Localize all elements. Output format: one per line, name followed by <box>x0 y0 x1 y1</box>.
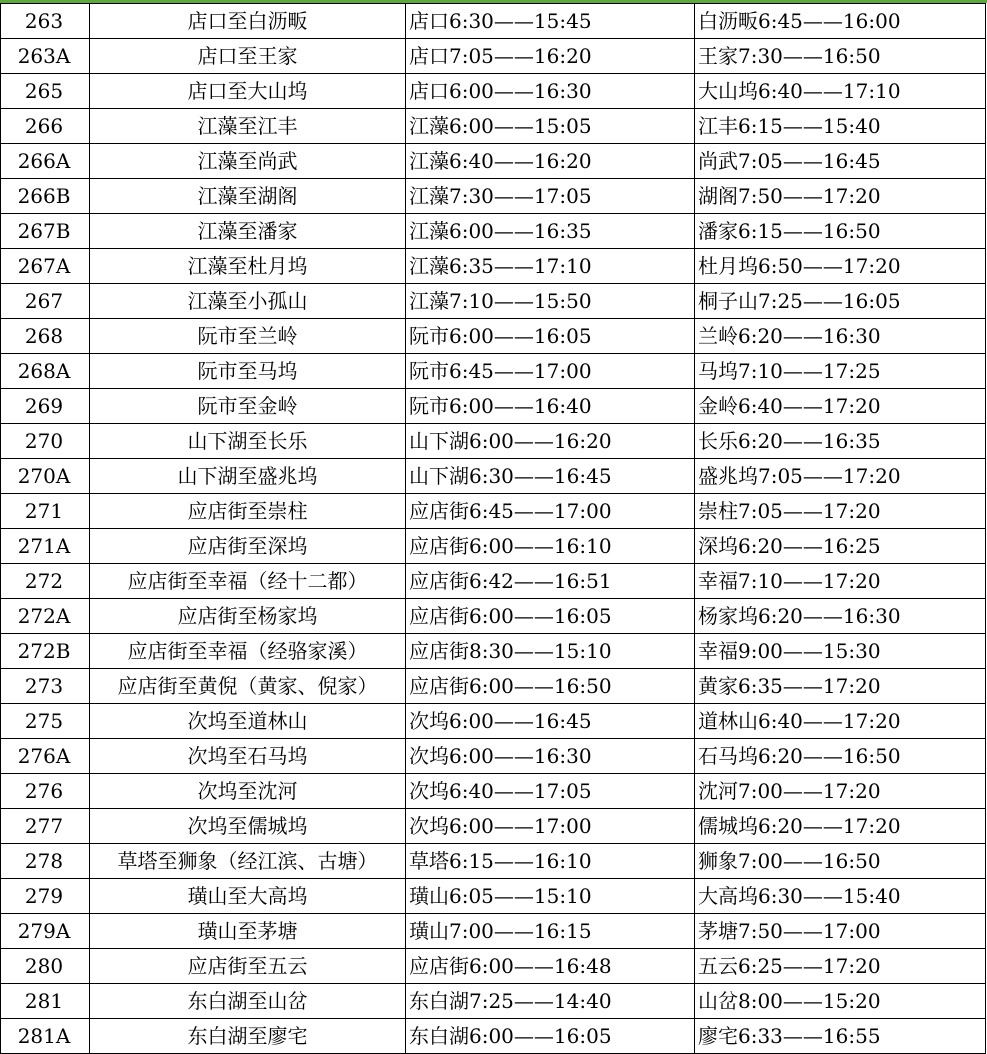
departure-to-cell: 兰岭6:20——16:30 <box>695 319 986 354</box>
departure-to-cell: 大高坞6:30——15:40 <box>695 879 986 914</box>
route-name-cell: 璜山至茅塘 <box>90 914 406 949</box>
departure-to-cell: 茅塘7:50——17:00 <box>695 914 986 949</box>
table-row <box>1 1019 986 1054</box>
route-number-cell: 281 <box>1 984 90 1019</box>
route-name-cell: 东白湖至山岔 <box>90 984 406 1019</box>
departure-from-cell: 江藻6:40——16:20 <box>406 144 695 179</box>
route-name-cell: 东白湖至廖宅 <box>90 1019 406 1054</box>
route-number-cell: 267A <box>1 249 90 284</box>
route-number-cell: 268A <box>1 354 90 389</box>
route-number-cell: 265 <box>1 74 90 109</box>
departure-to-cell: 山岔8:00——15:20 <box>695 984 986 1019</box>
route-name-cell: 应店街至幸福（经骆家溪） <box>90 634 406 669</box>
table-row <box>1 984 986 1019</box>
departure-to-cell: 沈河7:00——17:20 <box>695 774 986 809</box>
route-number-cell: 263 <box>1 4 90 39</box>
route-name-cell: 江藻至湖阁 <box>90 179 406 214</box>
route-name-cell: 次坞至道林山 <box>90 704 406 739</box>
route-name-cell: 店口至白沥畈 <box>90 4 406 39</box>
route-number-cell: 270A <box>1 459 90 494</box>
table-row <box>1 389 986 424</box>
departure-to-cell: 湖阁7:50——17:20 <box>695 179 986 214</box>
table-row <box>1 739 986 774</box>
route-number-cell: 266B <box>1 179 90 214</box>
departure-from-cell: 山下湖6:30——16:45 <box>406 459 695 494</box>
route-number-cell: 279 <box>1 879 90 914</box>
table-row <box>1 704 986 739</box>
route-name-cell: 江藻至杜月坞 <box>90 249 406 284</box>
table-row <box>1 214 986 249</box>
route-name-cell: 应店街至杨家坞 <box>90 599 406 634</box>
departure-from-cell: 次坞6:00——16:30 <box>406 739 695 774</box>
table-row <box>1 354 986 389</box>
route-number-cell: 272 <box>1 564 90 599</box>
departure-to-cell: 金岭6:40——17:20 <box>695 389 986 424</box>
table-row <box>1 39 986 74</box>
departure-to-cell: 幸福7:10——17:20 <box>695 564 986 599</box>
route-number-cell: 279A <box>1 914 90 949</box>
departure-from-cell: 店口7:05——16:20 <box>406 39 695 74</box>
departure-to-cell: 杜月坞6:50——17:20 <box>695 249 986 284</box>
departure-to-cell: 儒城坞6:20——17:20 <box>695 809 986 844</box>
table-row <box>1 669 986 704</box>
departure-to-cell: 幸福9:00——15:30 <box>695 634 986 669</box>
departure-from-cell: 璜山6:05——15:10 <box>406 879 695 914</box>
departure-to-cell: 潘家6:15——16:50 <box>695 214 986 249</box>
departure-to-cell: 江丰6:15——15:40 <box>695 109 986 144</box>
departure-to-cell: 马坞7:10——17:25 <box>695 354 986 389</box>
departure-from-cell: 次坞6:00——17:00 <box>406 809 695 844</box>
departure-from-cell: 东白湖6:00——16:05 <box>406 1019 695 1054</box>
route-number-cell: 272A <box>1 599 90 634</box>
departure-from-cell: 应店街6:42——16:51 <box>406 564 695 599</box>
route-name-cell: 店口至王家 <box>90 39 406 74</box>
departure-to-cell: 深坞6:20——16:25 <box>695 529 986 564</box>
departure-to-cell: 大山坞6:40——17:10 <box>695 74 986 109</box>
route-name-cell: 江藻至尚武 <box>90 144 406 179</box>
departure-from-cell: 店口6:00——16:30 <box>406 74 695 109</box>
route-number-cell: 269 <box>1 389 90 424</box>
departure-from-cell: 江藻7:10——15:50 <box>406 284 695 319</box>
route-name-cell: 江藻至小孤山 <box>90 284 406 319</box>
route-name-cell: 应店街至深坞 <box>90 529 406 564</box>
table-row <box>1 809 986 844</box>
departure-from-cell: 江藻6:00——15:05 <box>406 109 695 144</box>
departure-from-cell: 应店街6:45——17:00 <box>406 494 695 529</box>
route-name-cell: 草塔至狮象（经江滨、古塘） <box>90 844 406 879</box>
route-name-cell: 江藻至江丰 <box>90 109 406 144</box>
route-name-cell: 次坞至儒城坞 <box>90 809 406 844</box>
departure-to-cell: 五云6:25——17:20 <box>695 949 986 984</box>
departure-to-cell: 杨家坞6:20——16:30 <box>695 599 986 634</box>
departure-to-cell: 道林山6:40——17:20 <box>695 704 986 739</box>
route-number-cell: 273 <box>1 669 90 704</box>
departure-from-cell: 江藻6:00——16:35 <box>406 214 695 249</box>
route-name-cell: 山下湖至长乐 <box>90 424 406 459</box>
table-row <box>1 879 986 914</box>
route-name-cell: 次坞至石马坞 <box>90 739 406 774</box>
departure-from-cell: 应店街6:00——16:10 <box>406 529 695 564</box>
route-name-cell: 次坞至沈河 <box>90 774 406 809</box>
table-row <box>1 4 986 39</box>
route-number-cell: 268 <box>1 319 90 354</box>
route-number-cell: 276 <box>1 774 90 809</box>
table-row <box>1 529 986 564</box>
departure-to-cell: 黄家6:35——17:20 <box>695 669 986 704</box>
table-row <box>1 249 986 284</box>
departure-to-cell: 长乐6:20——16:35 <box>695 424 986 459</box>
route-number-cell: 280 <box>1 949 90 984</box>
route-name-cell: 阮市至兰岭 <box>90 319 406 354</box>
route-name-cell: 璜山至大高坞 <box>90 879 406 914</box>
departure-to-cell: 盛兆坞7:05——17:20 <box>695 459 986 494</box>
route-number-cell: 271 <box>1 494 90 529</box>
departure-from-cell: 阮市6:45——17:00 <box>406 354 695 389</box>
departure-from-cell: 应店街8:30——15:10 <box>406 634 695 669</box>
departure-to-cell: 王家7:30——16:50 <box>695 39 986 74</box>
route-number-cell: 271A <box>1 529 90 564</box>
route-name-cell: 应店街至崇柱 <box>90 494 406 529</box>
table-row <box>1 284 986 319</box>
departure-from-cell: 山下湖6:00——16:20 <box>406 424 695 459</box>
table-row <box>1 319 986 354</box>
departure-from-cell: 阮市6:00——16:40 <box>406 389 695 424</box>
route-number-cell: 277 <box>1 809 90 844</box>
departure-from-cell: 草塔6:15——16:10 <box>406 844 695 879</box>
departure-from-cell: 店口6:30——15:45 <box>406 4 695 39</box>
departure-from-cell: 东白湖7:25——14:40 <box>406 984 695 1019</box>
departure-to-cell: 白沥畈6:45——16:00 <box>695 4 986 39</box>
table-row <box>1 599 986 634</box>
departure-from-cell: 应店街6:00——16:48 <box>406 949 695 984</box>
table-row <box>1 914 986 949</box>
route-number-cell: 275 <box>1 704 90 739</box>
route-name-cell: 山下湖至盛兆坞 <box>90 459 406 494</box>
route-number-cell: 281A <box>1 1019 90 1054</box>
table-row <box>1 949 986 984</box>
route-number-cell: 267 <box>1 284 90 319</box>
table-row <box>1 179 986 214</box>
route-name-cell: 阮市至马坞 <box>90 354 406 389</box>
schedule-rows <box>1 4 986 1054</box>
departure-from-cell: 次坞6:00——16:45 <box>406 704 695 739</box>
table-row <box>1 774 986 809</box>
departure-to-cell: 狮象7:00——16:50 <box>695 844 986 879</box>
departure-to-cell: 尚武7:05——16:45 <box>695 144 986 179</box>
bus-schedule-table <box>0 3 986 1054</box>
departure-from-cell: 应店街6:00——16:05 <box>406 599 695 634</box>
table-row <box>1 144 986 179</box>
departure-to-cell: 崇柱7:05——17:20 <box>695 494 986 529</box>
route-number-cell: 266A <box>1 144 90 179</box>
route-name-cell: 阮市至金岭 <box>90 389 406 424</box>
table-row <box>1 494 986 529</box>
table-row <box>1 564 986 599</box>
departure-from-cell: 应店街6:00——16:50 <box>406 669 695 704</box>
route-number-cell: 276A <box>1 739 90 774</box>
departure-to-cell: 廖宅6:33——16:55 <box>695 1019 986 1054</box>
departure-from-cell: 阮市6:00——16:05 <box>406 319 695 354</box>
departure-from-cell: 次坞6:40——17:05 <box>406 774 695 809</box>
departure-from-cell: 璜山7:00——16:15 <box>406 914 695 949</box>
table-row <box>1 109 986 144</box>
route-name-cell: 店口至大山坞 <box>90 74 406 109</box>
route-number-cell: 272B <box>1 634 90 669</box>
route-name-cell: 江藻至潘家 <box>90 214 406 249</box>
departure-from-cell: 江藻6:35——17:10 <box>406 249 695 284</box>
route-number-cell: 266 <box>1 109 90 144</box>
departure-to-cell: 石马坞6:20——16:50 <box>695 739 986 774</box>
route-number-cell: 278 <box>1 844 90 879</box>
route-number-cell: 270 <box>1 424 90 459</box>
route-number-cell: 263A <box>1 39 90 74</box>
route-number-cell: 267B <box>1 214 90 249</box>
table-row <box>1 634 986 669</box>
route-name-cell: 应店街至五云 <box>90 949 406 984</box>
table-row <box>1 74 986 109</box>
departure-from-cell: 江藻7:30——17:05 <box>406 179 695 214</box>
departure-to-cell: 桐子山7:25——16:05 <box>695 284 986 319</box>
table-row <box>1 424 986 459</box>
table-row <box>1 844 986 879</box>
table-row <box>1 459 986 494</box>
route-name-cell: 应店街至幸福（经十二都） <box>90 564 406 599</box>
route-name-cell: 应店街至黄倪（黄家、倪家） <box>90 669 406 704</box>
